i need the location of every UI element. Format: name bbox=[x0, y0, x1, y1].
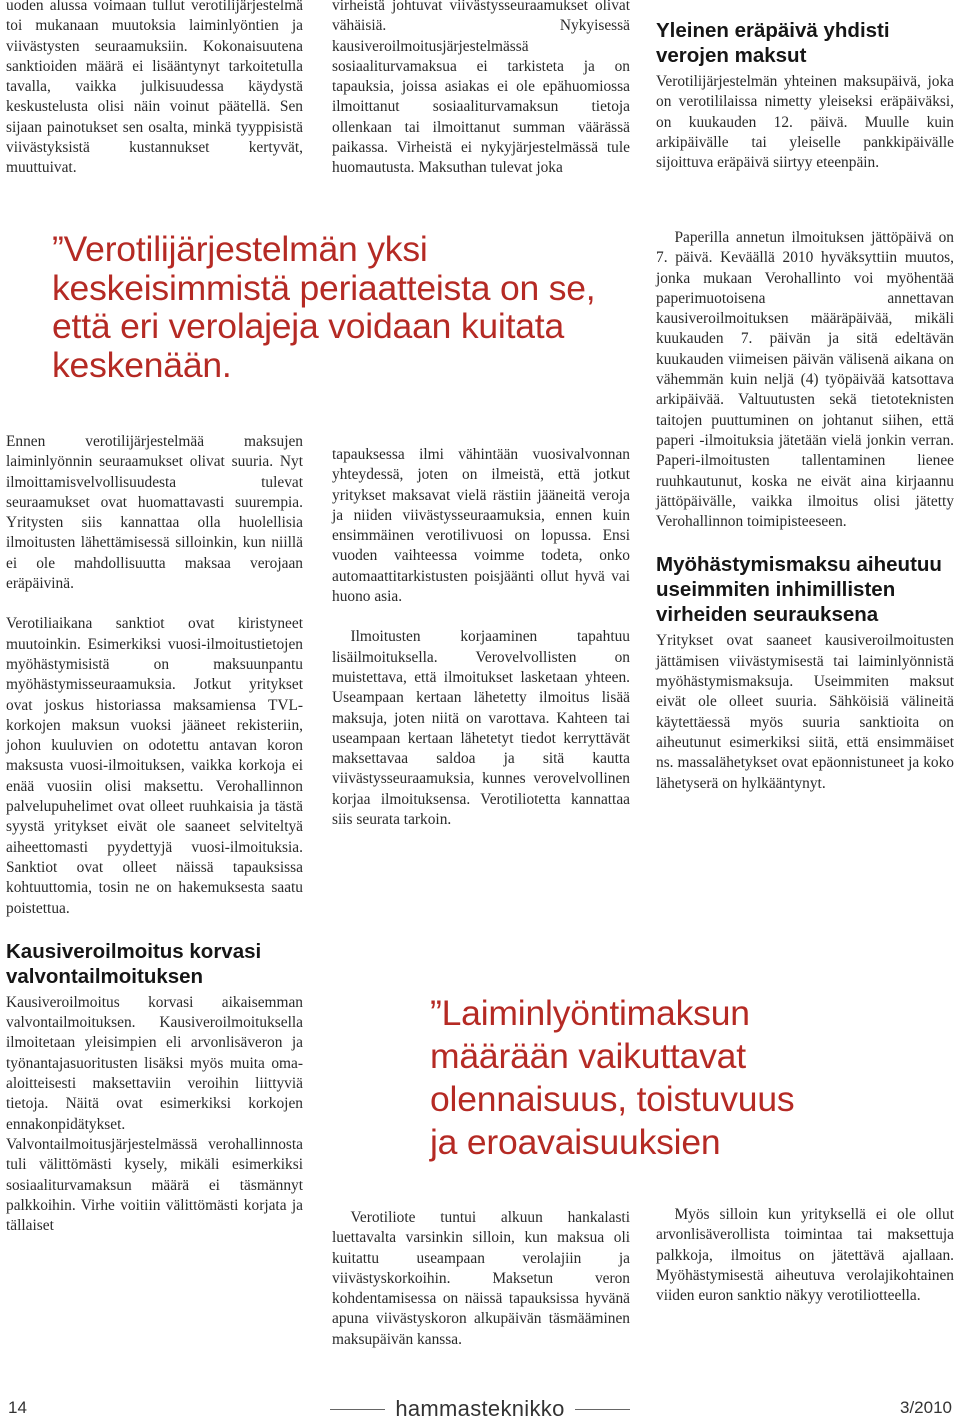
body-paragraph: tapauksessa ilmi vähintään vuosivalvonnan yhteydessä, joten on ilmeistä, että jotkut yritykset maksavat vielä rästiin jääneitä veroja ja niiden viivästysseuraamuksia, ennen kuin ensimmäinen verotilivuosi on lopussa. Ensi vuoden vaihteessa voimme todeta, onko automaattitarkistusten poisjäänti ollut hyvä vai huono asia. bbox=[332, 446, 630, 606]
page-number: 14 bbox=[8, 1398, 27, 1417]
pull-quote-text: Laiminlyöntimaksun määrään vaikuttavat olennaisuus, toistuvuus ja eroavaisuuksien bbox=[430, 993, 795, 1162]
column-3-top bbox=[656, 18, 954, 173]
column-3-middle bbox=[656, 228, 954, 794]
pull-quote-2 bbox=[430, 992, 810, 1164]
column-2-middle bbox=[332, 445, 630, 830]
column-2-bottom bbox=[332, 1208, 630, 1350]
body-paragraph: Verotiliaikana sanktiot ovat kiristyneet muutoinkin. Esimerkiksi vuosi-ilmoitustietojen myöhästymisistä on maksuunpantu myöhästymisseuraamuksia. Jotkut yritykset ovat joskus historiassa maksamiensa TVL-korkojen maksun vuoksi jääneet rekisteriin, johon kuuluvien on odotettu antavan koron maksusta vuosi-ilmoituksen, vaikka korkoja ei enää vuosiin olisi maksettu. Verohallinnon palvelupuhelimet ovat olleet ruuhkaisia ja tästä syystä yritykset eivät ole saaneet selviteltyä aiheettomasti pyydettyjä vuosi-ilmoituksia. Sanktiot ovat olleet näissä tapauksissa kohtuuttomia, tosin ne on hakemuksesta saatu poistettua. bbox=[6, 615, 303, 917]
body-paragraph: Yritykset ovat saaneet kausiveroilmoitusten jättämisen viivästymisestä tai laiminlyönnistä myöhästymismaksuja. Useimmiten maksut eivät ole olleet suuria. Sähköisiä välineitä käytettäessä myös suuria sanktioita on aiheutunut esimerkiksi siitä, että ensimmäiset ns. massalähetykset ovat epäonnistuneet ja koko lähetyserä on hylkääntynyt. bbox=[656, 632, 954, 792]
body-paragraph: virheistä johtuvat viivästysseuraamukset olivat vähäisiä. Nykyisessä kausiveroilmoitusjärjestelmässä sosiaaliturvamaksua ei tarkisteta ja on tapauksia, joissa asiakas ei ole epähuomiossa ilmoittanut sosiaaliturvamaksun tietoja ollenkaan tai ilmoittanut summan väärässä paikassa. Virheistä ei nykyjärjestelmässä tule huomautusta. Maksuthan tulevat joka bbox=[332, 0, 630, 177]
column-1-top bbox=[6, 0, 303, 179]
body-paragraph: Kausiveroilmoitus korvasi aikaisemman valvontailmoituksen. Kausiveroilmoituksella ilmoitetaan yleisimpien eli arvonlisäveron ja työnantajasuoritusten lisäksi myös muita oma-aloitteisesti maksettaviin veroihin liittyviä tietoja. Näitä ovat esimerkiksi korkojen ennakonpidätykset. Valvontailmoitusjärjestelmässä verohallinnosta tuli välittömästi kysely, mikäli esimerkiksi sosiaaliturvamaksun määrä ei täsmännyt palkkoihin. Virhe voitiin välittömästi korjata ja tällaiset bbox=[6, 993, 303, 1235]
body-paragraph: uoden alussa voimaan tullut verotilijärjestelmä toi mukanaan muutoksia laiminlyöntien ja viivästysten seuraamuksiin. Kokonaisuutena sanktioiden määrä ei lisääntynyt tarkoitetulla tavalla, vaikka julkisuudessa käydystä keskustelusta olisi näin voinut päätellä. Sen sijaan painotukset sen osalta, minkä tyyppisistä viivästyksistä kustannukset kertyvät, muuttuivat. bbox=[6, 0, 303, 177]
quote-mark-icon: ” bbox=[52, 229, 64, 269]
pull-quote-1 bbox=[52, 230, 612, 384]
quote-mark-icon: ” bbox=[430, 993, 442, 1033]
section-heading: Kausiveroilmoitus korvasi valvontailmoituksen bbox=[6, 939, 262, 988]
body-paragraph: Ilmoitusten korjaaminen tapahtuu lisäilmoituksella. Verovelvollisten on muistettava, että ilmoitukset lasketaan yhteen. Useampaan kertaan lähetetty ilmoitus lisää maksuja, joten niitä on varottava. Kahteen tai useampaan kertaan lähetetyt tiedot kerryttävät maksettavaa saldoa ja sitä kautta viivästysseuraamuksia, kunnes verovelvollinen korjaa ilmoituksensa. Verotiliotetta kannattaa siis seurata tarkoin. bbox=[332, 628, 630, 829]
section-heading: Myöhästymismaksu aiheutuu useimmiten inhimillisten virheiden seurauksena bbox=[656, 553, 942, 627]
column-2-top bbox=[332, 0, 630, 179]
column-3-bottom bbox=[656, 1205, 954, 1306]
section-heading: Yleinen eräpäivä yhdisti verojen maksut bbox=[656, 19, 890, 67]
footer-rule-left bbox=[330, 1409, 385, 1410]
magazine-name: hammasteknikko bbox=[395, 1396, 565, 1421]
pull-quote-text: Verotilijärjestelmän yksi keskeisimmistä periaatteista on se, että eri verolajeja voidaan kuitata keskenään. bbox=[52, 229, 596, 385]
column-1-bottom bbox=[6, 432, 303, 1236]
footer-rule-right bbox=[575, 1409, 630, 1410]
body-paragraph: Paperilla annetun ilmoituksen jättöpäivä on 7. päivä. Keväällä 2010 hyväksyttiin muutos, jonka mukaan Verohallinto voi myöhentää paperimuotoisena annettavan kausiveroilmoituksen määräpäivää, mikäli kuukauden 7. päivän ja sitä edeltävän kuukauden viimeisen päivän välisenä aikana on vähemmän kuin neljä (4) työpäivää katsottava arkipäivää. Valtuutusten sekä tietoteknisten taitojen puuttuminen on johtanut siihen, että paperi -ilmoituksia jätetään vielä jonkin verran. Paperi-ilmoitusten tallentaminen lienee ruuhkautunut, koska ne eivät aina kirjaannu jättöpäivälle, vaikka ilmoitus olisi jätetty Verohallinnon toimipisteeseen. bbox=[656, 229, 954, 531]
body-paragraph: Verotilijärjestelmän yhteinen maksupäivä, joka on verotililaissa nimetty yleiseksi eräpäiväksi, on kuukauden 12. päivä. Muulle kuin arkipäivälle tai yleiselle pankkipäivälle sijoittuva eräpäivä siirtyy eteenpäin. bbox=[656, 73, 954, 172]
body-paragraph: Verotiliote tuntui alkuun hankalasti luettavalta varsinkin silloin, kun maksua oli kuitattu useampaan verolajiin ja viivästyskorkoihin. Maksetun veron kohdentamisessa on näissä tapauksissa hyvänä apuna viivästyskoron alkupäivän täsmääminen maksupäivän kanssa. bbox=[332, 1209, 630, 1348]
issue-number: 3/2010 bbox=[900, 1398, 952, 1417]
body-paragraph: Ennen verotilijärjestelmää maksujen laiminlyönnin seuraamukset olivat suuria. Nyt ilmoittamisvelvollisuudesta tulevat seuraamukset ovat huomattavasti suurempia. Yritysten siis kannattaa olla huolellisia ilmoitusten lähettämisessä silloinkin, kun niillä ei ole mahdollisuutta maksaa verojaan eräpäivinä. bbox=[6, 433, 303, 593]
body-paragraph: Myös silloin kun yrityksellä ei ole ollut arvonlisäverollista toimintaa tai maksettuja palkkoja, ilmoitus on jätettävä ajallaan. Myöhästymisestä aiheutuva verolajikohtainen viiden euron sanktio näkyy verotiliotteella. bbox=[656, 1206, 954, 1305]
